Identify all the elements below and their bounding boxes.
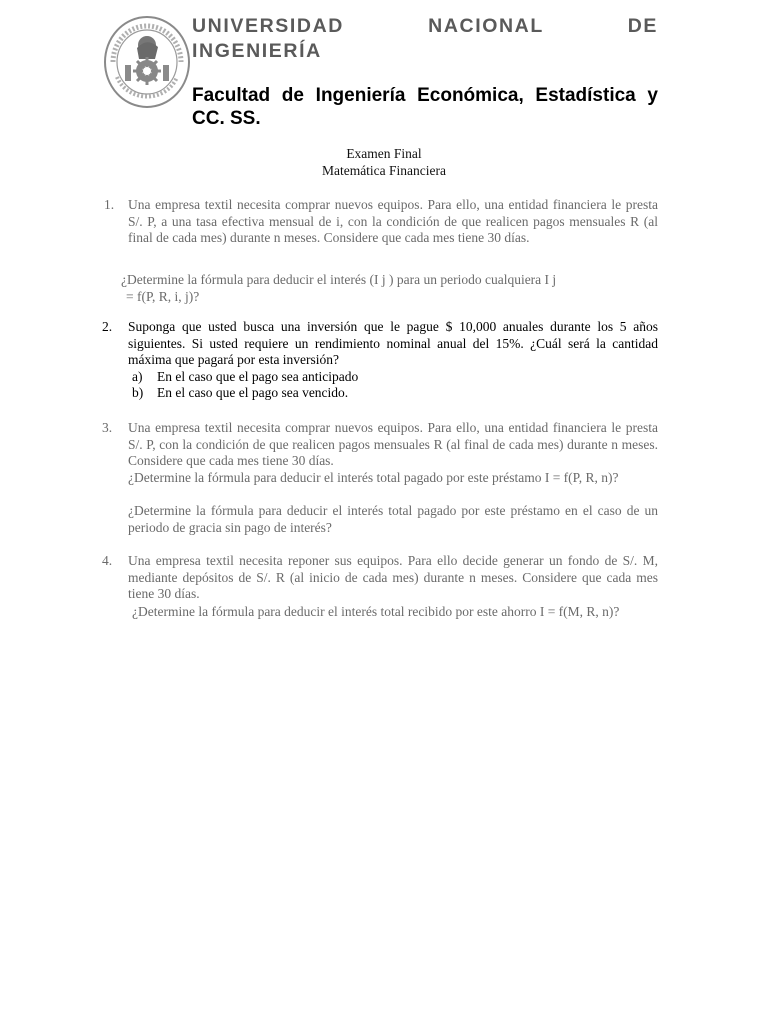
question-1-text: Una empresa textil necesita comprar nuevos equipos. Para ello, una entidad financiera le presta S/. P, a una tasa efectiva mensual de i, con la condición de que realicen pagos mensuales R (al final de cada mes) durante n meses. Considere que cada mes tiene 30 días. — [128, 197, 658, 246]
question-2-option-b-label: b) — [132, 385, 144, 400]
question-2-option-a-label: a) — [132, 369, 143, 384]
exam-subject: Matemática Financiera — [321, 163, 447, 178]
question-3-text: Una empresa textil necesita comprar nuevos equipos. Para ello, una entidad financiera le presta S/. P, con la condición de que realicen pagos mensuales R (al final de cada mes) durante n meses. Considere que cada mes tiene 30 días. — [128, 420, 658, 469]
question-3-number: 3. — [102, 420, 113, 435]
question-2-text: Suponga que usted busca una inversión que le pague $ 10,000 anuales durante los 5 años siguientes. Si usted requiere un rendimiento nominal anual del 15%. ¿Cuál será la cantidad máxima que pagará por esta inversión? — [128, 319, 658, 368]
question-2-number: 2. — [102, 319, 113, 334]
university-name-line2: INGENIERÍA — [192, 40, 322, 62]
exam-title: Examen Final — [346, 146, 422, 161]
question-1-subquestion: ¿Determine la fórmula para deducir el interés (I j ) para un periodo cualquiera I j — [121, 272, 557, 287]
university-name: UNIVERSIDAD NACIONAL DE — [192, 15, 658, 37]
faculty-name: Facultad de Ingeniería Económica, Estadística y CC. SS. — [192, 85, 658, 129]
question-2-option-b: En el caso que el pago sea vencido. — [157, 385, 349, 400]
question-3-subquestion-2: ¿Determine la fórmula para deducir el interés total pagado por este préstamo en el caso de un periodo de gracia sin pago de interés? — [128, 503, 658, 535]
question-1-subquestion-end: = f(P, R, i, j)? — [126, 289, 200, 304]
question-4-number: 4. — [102, 553, 113, 568]
university-seal-logo — [103, 15, 191, 109]
question-1-number: 1. — [104, 197, 115, 212]
question-3-subquestion-1: ¿Determine la fórmula para deducir el interés total pagado por este préstamo I = f(P, R, n)? — [128, 470, 619, 485]
question-2-option-a: En el caso que el pago sea anticipado — [157, 369, 359, 384]
question-4-subquestion: ¿Determine la fórmula para deducir el interés total recibido por este ahorro I = f(M, R, n)? — [132, 604, 620, 619]
question-4-text: Una empresa textil necesita reponer sus equipos. Para ello decide generar un fondo de S/. M, mediante depósitos de S/. R (al inicio de cada mes) durante n meses. Considere que cada mes tiene 30 días. — [128, 553, 658, 602]
